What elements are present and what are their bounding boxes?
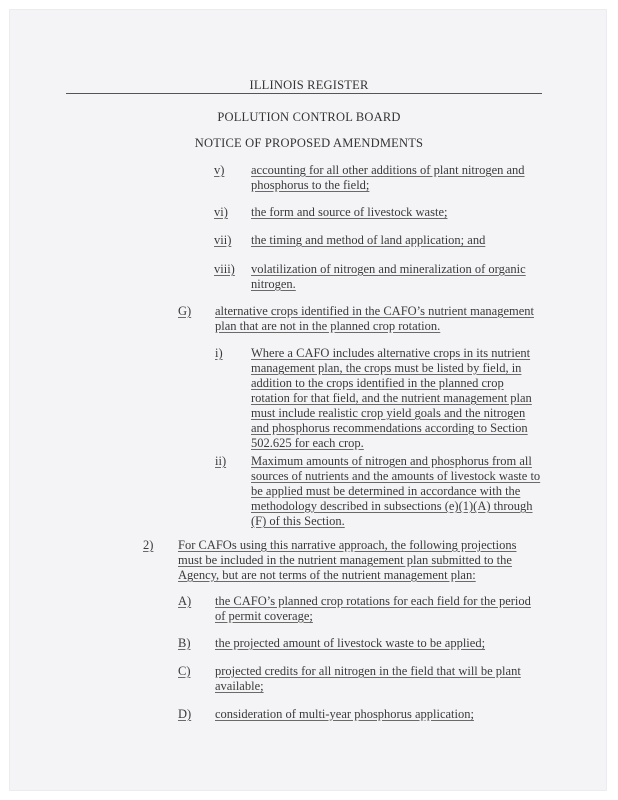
item-text: consideration of multi-year phosphorus application; (215, 707, 474, 721)
notice-title: NOTICE OF PROPOSED AMENDMENTS (194, 136, 424, 150)
item-label: 2) (143, 538, 154, 552)
item-label: A) (178, 594, 192, 608)
item-label: vii) (214, 233, 232, 247)
board-name: POLLUTION CONTROL BOARD (217, 110, 401, 124)
item-label: ii) (215, 454, 227, 468)
item-text: alternative crops identified in the CAFO’s nutrient management plan that are not in the planned crop rotation. (215, 304, 535, 333)
register-title: ILLINOIS REGISTER (249, 78, 369, 92)
item-label: vi) (214, 205, 228, 219)
item-label: B) (178, 636, 191, 650)
item-text: the form and source of livestock waste; (251, 205, 448, 219)
item-text: Where a CAFO includes alternative crops in its nutrient management plan, the crops must be listed by field, in addition to the crops identified in the planned crop rotation for that field, and the nutrient management plan must include realistic crop yield goals and the nitrogen and phosphorus recommendations according to Section 502.625 for each crop. (251, 346, 532, 450)
item-label: C) (178, 664, 191, 678)
header-rule (66, 93, 542, 94)
item-label: v) (214, 163, 225, 177)
item-text: For CAFOs using this narrative approach, the following projections must be included in the nutrient management plan submitted to the Agency, but are not terms of the nutrient management plan: (178, 538, 517, 582)
item-text: the projected amount of livestock waste to be applied; (215, 636, 486, 650)
item-text: the CAFO’s planned crop rotations for each field for the period of permit coverage; (215, 594, 531, 623)
item-text: accounting for all other additions of plant nitrogen and phosphorus to the field; (251, 163, 525, 192)
item-label: viii) (214, 262, 235, 276)
item-label: D) (178, 707, 192, 721)
item-text: the timing and method of land application; and (251, 233, 486, 247)
item-text: Maximum amounts of nitrogen and phosphorus from all sources of nutrients and the amounts of livestock waste to be applied must be determined in accordance with the methodology described in subsections (e)(1)(A) through (F) of this Section. (251, 454, 541, 528)
item-text: projected credits for all nitrogen in the field that will be plant available; (215, 664, 521, 693)
item-text: volatilization of nitrogen and mineralization of organic nitrogen. (251, 262, 526, 291)
item-label: G) (178, 304, 192, 318)
item-label: i) (215, 346, 223, 360)
